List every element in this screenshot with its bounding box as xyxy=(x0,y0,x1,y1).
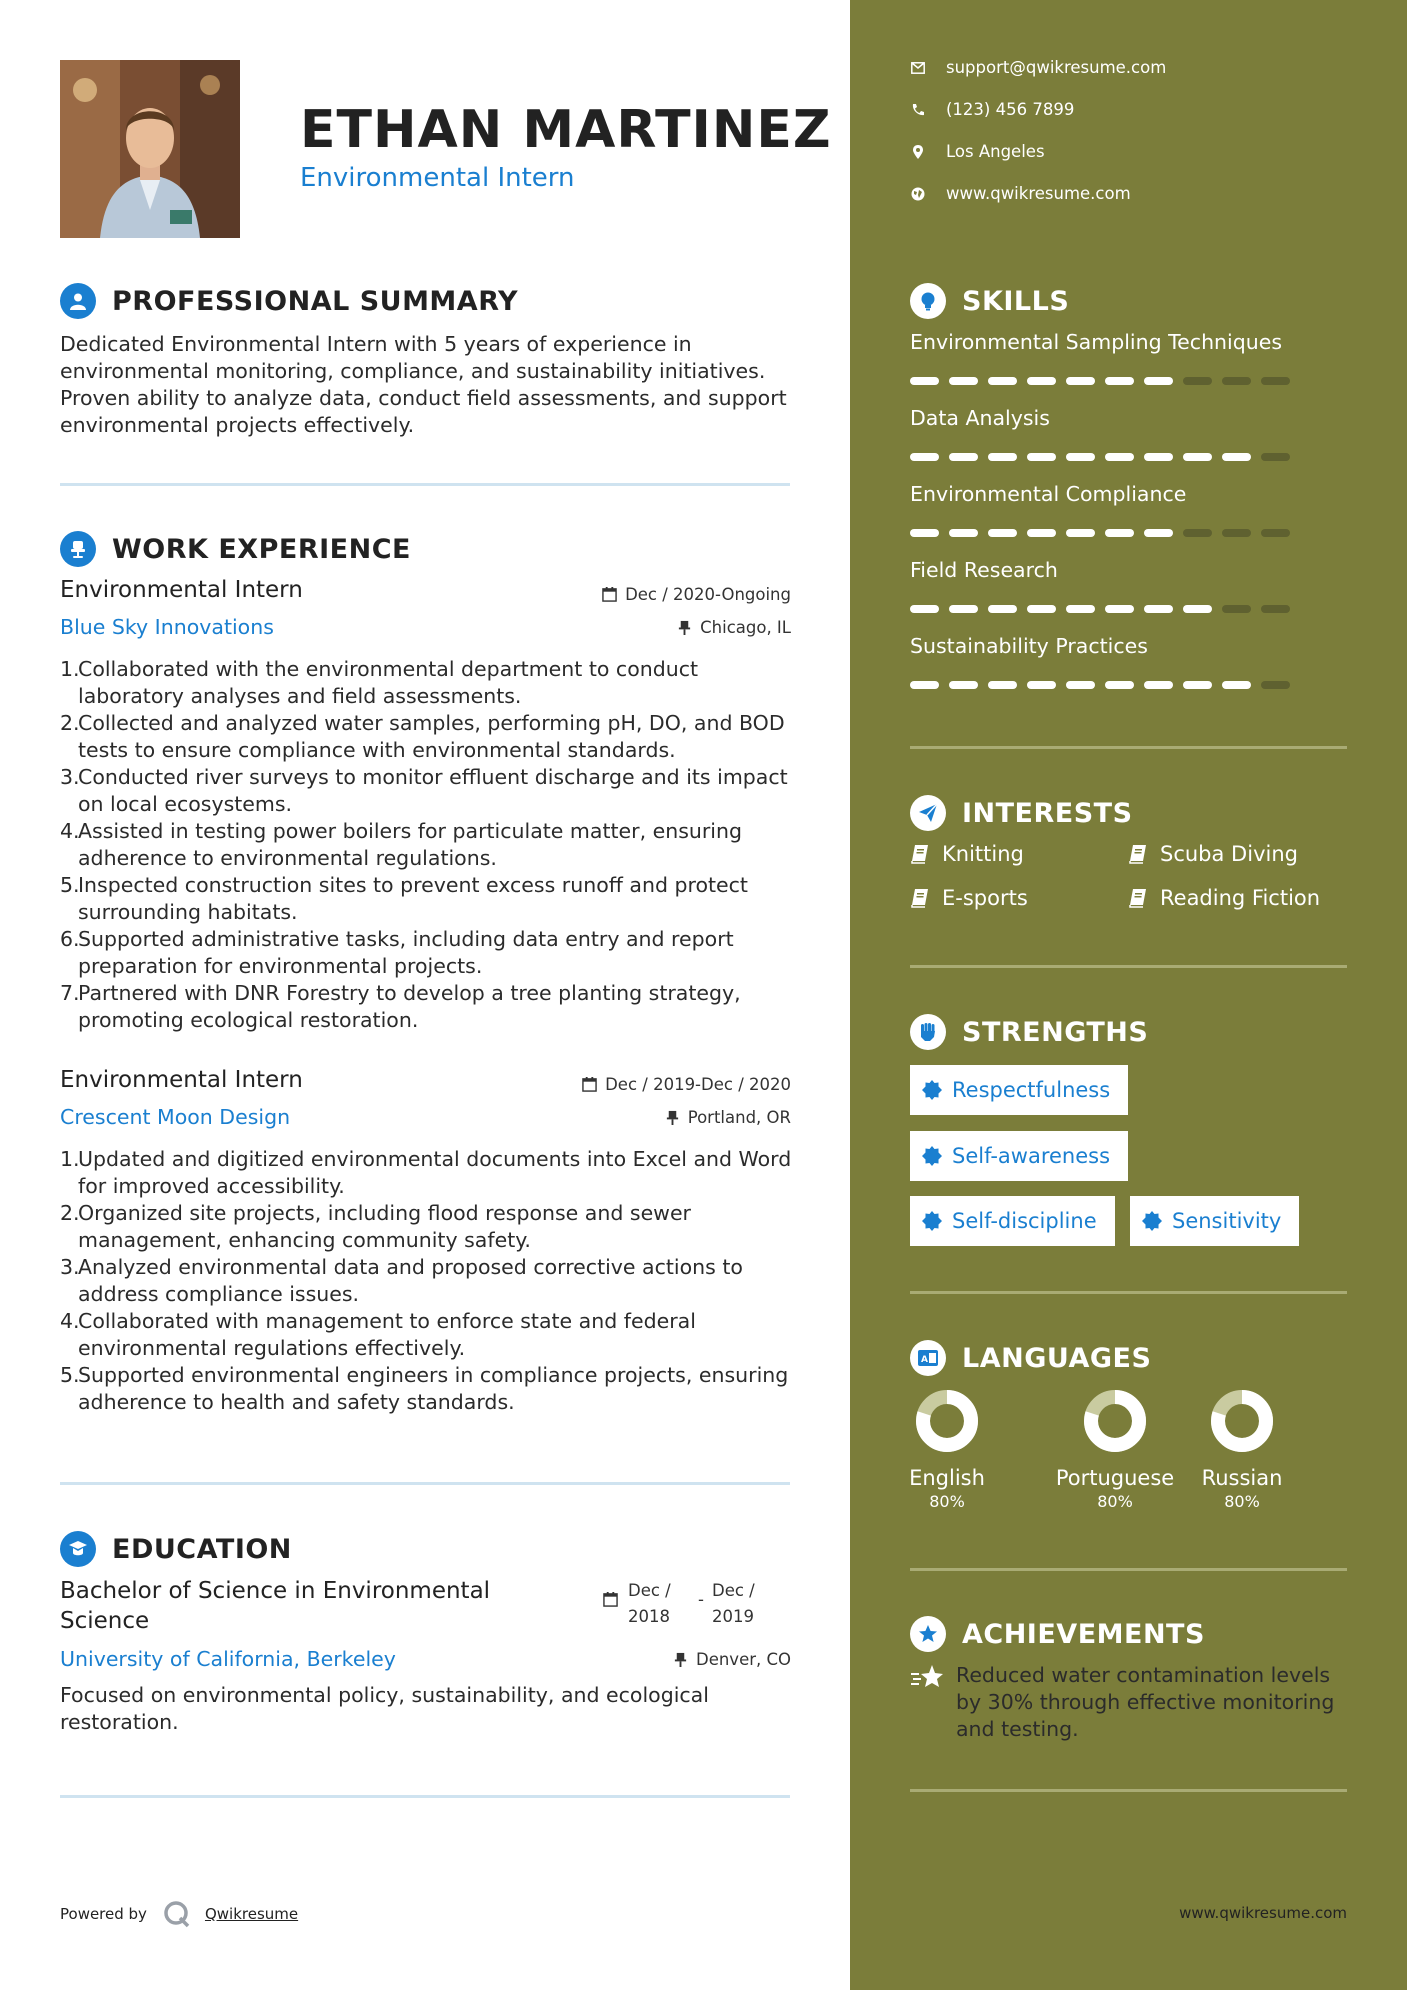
skill-level-dot xyxy=(1066,529,1095,537)
strength-label: Self-awareness xyxy=(952,1144,1111,1168)
interest-item xyxy=(1128,842,1298,866)
phone-text: (123) 456 7899 xyxy=(946,100,1075,119)
strength-label: Self-discipline xyxy=(952,1209,1097,1233)
book-icon xyxy=(910,888,930,908)
skill-level-dot xyxy=(1183,529,1212,537)
skill-level-dot xyxy=(1183,377,1212,385)
interests-title: INTERESTS xyxy=(962,797,1133,829)
skill-level-dot xyxy=(910,529,939,537)
badge-icon xyxy=(922,1146,942,1166)
location-text: Los Angeles xyxy=(946,142,1045,161)
section-divider xyxy=(910,746,1347,749)
skill-level-dot xyxy=(1066,605,1095,613)
strength-tag xyxy=(910,1131,1128,1181)
skill-level-dot xyxy=(1105,377,1134,385)
skill-level-dot xyxy=(1183,681,1212,689)
badge-icon xyxy=(1142,1211,1162,1231)
skill-level-dot xyxy=(1066,681,1095,689)
interest-item xyxy=(910,886,1028,910)
list-item: Collected and analyzed water samples, performing pH, DO, and BOD tests to ensure compliance with environmental standards. xyxy=(78,711,785,762)
skill-level-dot xyxy=(1261,529,1290,537)
education-title: EDUCATION xyxy=(112,1533,292,1565)
language-item xyxy=(1172,1388,1312,1511)
section-divider xyxy=(60,1795,790,1798)
skill-level-dot xyxy=(1261,377,1290,385)
skill-level-bar xyxy=(910,377,1290,385)
job-title: Environmental Intern xyxy=(60,1067,303,1093)
education-dates xyxy=(603,1578,755,1630)
interest-label: Scuba Diving xyxy=(1160,842,1298,866)
list-item: Supported environmental engineers in compliance projects, ensuring adherence to health and safety standards. xyxy=(78,1363,789,1414)
start-month: Dec / xyxy=(628,1581,671,1600)
interest-item xyxy=(910,842,1024,866)
skill-level-dot xyxy=(1261,605,1290,613)
section-divider xyxy=(910,965,1347,968)
footer-powered xyxy=(60,1900,298,1928)
strengths-title: STRENGTHS xyxy=(962,1016,1149,1048)
summary-heading xyxy=(60,283,518,319)
skill-level-dot xyxy=(1144,529,1173,537)
skill-level-dot xyxy=(1222,529,1251,537)
profile-photo xyxy=(60,60,240,238)
list-item: Collaborated with the environmental department to conduct laboratory analyses and field assessments. xyxy=(78,657,699,708)
language-ring xyxy=(1209,1388,1275,1454)
skill-level-dot xyxy=(1105,529,1134,537)
experience-title: WORK EXPERIENCE xyxy=(112,533,411,565)
skill-level-dot xyxy=(1027,605,1056,613)
candidate-name: ETHAN MARTINEZ xyxy=(300,100,832,160)
language-name: Portuguese xyxy=(1055,1466,1175,1490)
skill-level-dot xyxy=(1261,681,1290,689)
skill-level-dot xyxy=(1222,605,1251,613)
skill-level-dot xyxy=(1105,605,1134,613)
job-location-text: Portland, OR xyxy=(687,1108,791,1127)
skills-heading xyxy=(910,283,1069,319)
skill-name: Sustainability Practices xyxy=(910,634,1148,658)
achievements-title: ACHIEVEMENTS xyxy=(962,1618,1205,1650)
skill-level-dot xyxy=(988,453,1017,461)
skill-level-dot xyxy=(1027,453,1056,461)
book-icon xyxy=(1128,888,1148,908)
language-name: English xyxy=(909,1466,985,1490)
list-item: Supported administrative tasks, including data entry and report preparation for environmental projects. xyxy=(78,927,734,978)
skill-name: Data Analysis xyxy=(910,406,1050,430)
languages-title: LANGUAGES xyxy=(962,1342,1152,1374)
skill-level-dot xyxy=(1222,377,1251,385)
job-dates xyxy=(582,1075,791,1094)
envelope-icon xyxy=(910,60,926,76)
skill-level-dot xyxy=(949,377,978,385)
skill-level-dot xyxy=(910,453,939,461)
language-percent: 80% xyxy=(1224,1492,1260,1511)
skill-level-dot xyxy=(910,681,939,689)
summary-title: PROFESSIONAL SUMMARY xyxy=(112,285,519,317)
list-item: Analyzed environmental data and proposed corrective actions to address compliance issues. xyxy=(78,1255,743,1306)
skill-level-dot xyxy=(1066,453,1095,461)
skill-level-dot xyxy=(1105,681,1134,689)
powered-by-label: Powered by xyxy=(60,1905,147,1923)
language-item xyxy=(1045,1388,1185,1511)
section-divider xyxy=(60,483,790,486)
user-icon xyxy=(60,283,96,319)
skills-title: SKILLS xyxy=(962,285,1070,317)
skill-level-dot xyxy=(1222,453,1251,461)
raised-fist-icon xyxy=(910,1014,946,1050)
strength-label: Sensitivity xyxy=(1172,1209,1282,1233)
job-dates xyxy=(602,585,791,604)
interest-label: Reading Fiction xyxy=(1160,886,1321,910)
language-name: Russian xyxy=(1201,1466,1283,1490)
skill-level-dot xyxy=(988,605,1017,613)
summary-text: Dedicated Environmental Intern with 5 years of experience in environmental monitoring, compliance, and sustainability initiatives. Proven ability to analyze data, conduct field assessments, and support environmental projects effectively. xyxy=(60,332,787,437)
skill-level-dot xyxy=(1027,529,1056,537)
skill-level-bar xyxy=(910,453,1290,461)
paper-plane-icon xyxy=(910,795,946,831)
language-item xyxy=(877,1388,1017,1511)
pin-icon xyxy=(677,620,692,635)
map-pin-icon xyxy=(910,144,926,160)
education-heading xyxy=(60,1531,292,1567)
language-ring xyxy=(1082,1388,1148,1454)
language-ring xyxy=(914,1388,980,1454)
section-divider xyxy=(910,1789,1347,1792)
achievement-item xyxy=(910,1662,1356,1743)
skill-level-dot xyxy=(1066,377,1095,385)
book-icon xyxy=(910,844,930,864)
interests-heading xyxy=(910,795,1133,831)
achievement-text: Reduced water contamination levels by 30% through effective monitoring and testing. xyxy=(956,1663,1335,1741)
job-title: Environmental Intern xyxy=(60,577,303,603)
skill-level-dot xyxy=(1261,453,1290,461)
strength-tag xyxy=(910,1196,1115,1246)
skill-level-dot xyxy=(949,453,978,461)
skill-level-dot xyxy=(1144,605,1173,613)
skill-level-dot xyxy=(1027,681,1056,689)
school-name: University of California, Berkeley xyxy=(60,1647,396,1671)
badge-icon xyxy=(922,1211,942,1231)
skill-level-dot xyxy=(1222,681,1251,689)
badge-icon xyxy=(922,1080,942,1100)
phone-icon xyxy=(910,102,926,118)
contact-location xyxy=(910,142,1045,161)
candidate-role: Environmental Intern xyxy=(300,163,575,193)
skill-name: Environmental Compliance xyxy=(910,482,1187,506)
globe-icon xyxy=(910,186,926,202)
list-item: Conducted river surveys to monitor effluent discharge and its impact on local ecosystems. xyxy=(78,765,788,816)
interest-label: E-sports xyxy=(942,886,1028,910)
graduate-icon xyxy=(60,1531,96,1567)
list-item: Organized site projects, including flood response and sewer management, enhancing community safety. xyxy=(78,1201,691,1252)
skill-name: Field Research xyxy=(910,558,1058,582)
strength-label: Respectfulness xyxy=(952,1078,1111,1102)
list-item: Inspected construction sites to prevent excess runoff and protect surrounding habitats. xyxy=(78,873,748,924)
strength-tag xyxy=(910,1065,1128,1115)
company-name: Blue Sky Innovations xyxy=(60,615,274,639)
education-location xyxy=(673,1650,791,1669)
interest-item xyxy=(1128,886,1320,910)
calendar-icon xyxy=(602,587,617,602)
skill-level-dot xyxy=(949,681,978,689)
job-location xyxy=(677,618,791,637)
skill-level-dot xyxy=(1027,377,1056,385)
section-divider xyxy=(910,1568,1347,1571)
strengths-heading xyxy=(910,1014,1148,1050)
section-divider xyxy=(910,1291,1347,1294)
skill-level-dot xyxy=(1183,453,1212,461)
job-duties xyxy=(60,656,800,1034)
interest-label: Knitting xyxy=(942,842,1024,866)
skill-level-dot xyxy=(1144,681,1173,689)
education-text: Focused on environmental policy, sustainability, and ecological restoration. xyxy=(60,1683,709,1734)
email-text: support@qwikresume.com xyxy=(946,58,1167,77)
skill-level-dot xyxy=(949,605,978,613)
experience-heading xyxy=(60,531,411,567)
skill-level-bar xyxy=(910,529,1290,537)
calendar-icon xyxy=(582,1077,597,1092)
list-item: Updated and digitized environmental documents into Excel and Word for improved accessibility. xyxy=(78,1147,792,1198)
date-separator: - xyxy=(698,1590,704,1609)
job-location xyxy=(665,1108,791,1127)
book-icon xyxy=(1128,844,1148,864)
skill-level-dot xyxy=(1144,453,1173,461)
skill-level-dot xyxy=(988,377,1017,385)
language-percent: 80% xyxy=(1097,1492,1133,1511)
skill-level-dot xyxy=(988,529,1017,537)
skill-level-dot xyxy=(910,605,939,613)
website-text: www.qwikresume.com xyxy=(946,184,1131,203)
contact-email[interactable] xyxy=(910,58,1166,77)
company-name: Crescent Moon Design xyxy=(60,1105,291,1129)
start-year: 2018 xyxy=(628,1607,670,1626)
skill-level-dot xyxy=(1105,453,1134,461)
svg-text:A: A xyxy=(921,1355,928,1365)
skill-level-dot xyxy=(988,681,1017,689)
skill-name: Environmental Sampling Techniques xyxy=(910,330,1283,354)
job-duties xyxy=(60,1146,800,1416)
qwikresume-link[interactable]: Qwikresume xyxy=(204,1905,299,1923)
shooting-star-icon xyxy=(910,1662,946,1692)
skill-level-dot xyxy=(1183,605,1212,613)
education-location-text: Denver, CO xyxy=(695,1650,791,1669)
contact-website[interactable] xyxy=(910,184,1131,203)
end-month: Dec / xyxy=(712,1581,755,1600)
job-dates-text: Dec / 2019-Dec / 2020 xyxy=(605,1075,791,1094)
achievements-heading xyxy=(910,1616,1205,1652)
skill-level-dot xyxy=(910,377,939,385)
end-year: 2019 xyxy=(712,1607,754,1626)
skill-level-dot xyxy=(949,529,978,537)
pin-icon xyxy=(665,1110,680,1125)
skill-level-bar xyxy=(910,605,1290,613)
qwikresume-logo-icon xyxy=(163,1900,191,1928)
list-item: Collaborated with management to enforce state and federal environmental regulations effectively. xyxy=(78,1309,696,1360)
pin-icon xyxy=(673,1652,688,1667)
skill-level-bar xyxy=(910,681,1290,689)
lightbulb-icon xyxy=(910,283,946,319)
section-divider xyxy=(60,1482,790,1485)
list-item: Assisted in testing power boilers for particulate matter, ensuring adherence to environmental regulations. xyxy=(78,819,743,870)
office-chair-icon xyxy=(60,531,96,567)
calendar-icon xyxy=(603,1592,618,1607)
language-percent: 80% xyxy=(929,1492,965,1511)
list-item: Partnered with DNR Forestry to develop a tree planting strategy, promoting ecological restoration. xyxy=(78,981,741,1032)
translate-icon xyxy=(910,1340,946,1376)
degree-title: Bachelor of Science in Environmental Science xyxy=(60,1578,491,1634)
job-location-text: Chicago, IL xyxy=(700,618,791,637)
languages-heading xyxy=(910,1340,1151,1376)
footer-website[interactable]: www.qwikresume.com xyxy=(1179,1904,1347,1922)
star-badge-icon xyxy=(910,1616,946,1652)
skill-level-dot xyxy=(1144,377,1173,385)
contact-phone[interactable] xyxy=(910,100,1074,119)
job-dates-text: Dec / 2020-Ongoing xyxy=(625,585,791,604)
strength-tag xyxy=(1130,1196,1299,1246)
